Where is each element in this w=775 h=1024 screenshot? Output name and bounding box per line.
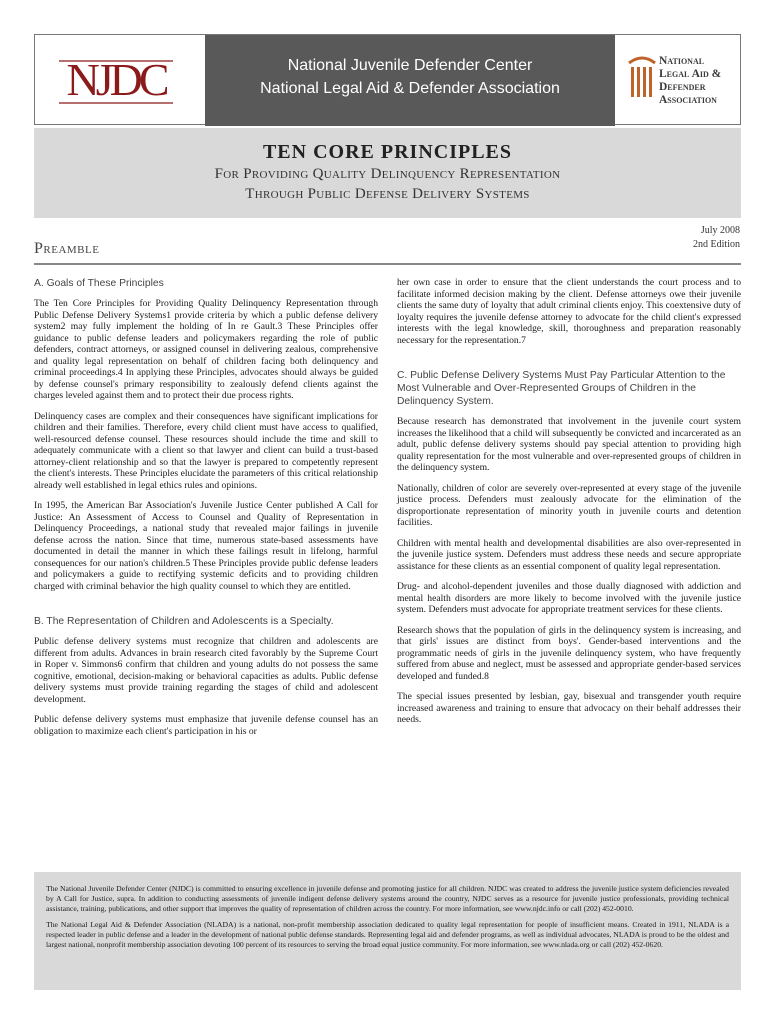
left-column <box>34 277 378 746</box>
paragraph: her own case in order to ensure that the client understands the court process and to facilitate informed decision making by the client. Defense attorneys owe their juvenile clients the same duty of loyalty that adult criminal clients enjoy. This coextensive duty of loyalty requires the juvenile defense attorney to advocate for the child client's expressed interests with the legal knowledge, skill, thoroughness and preparation reasonably necessary for the representation.7 <box>397 277 741 346</box>
heading-goals: A. Goals of These Principles <box>34 278 164 289</box>
org-name-njdc: National Juvenile Defender Center <box>287 57 533 74</box>
paragraph: Public defense delivery systems must emphasize that juvenile defense counsel has an obligation to maximize each client's participation in his or <box>34 714 378 737</box>
paragraph: In 1995, the American Bar Association's Juvenile Justice Center published A Call for Justice: An Assessment of Access to Counsel and Quality of Representation in Delinquency Proceedings, a national study that revealed major failings in juvenile defense across the nation. Since that time, numerous state-based assessments have documented in detail the manner in which these failings result in lifelong, harmful consequences for our nation's children.5 These Principles provide public defense leaders and policymakers a guide to rectifying systemic deficits and to providing children charged with criminal behavior the high quality counsel to which they are entitled. <box>34 500 378 592</box>
section-heading-preamble: Preamble <box>34 240 100 257</box>
document-subtitle-2: Through Public Defense Delivery Systems <box>245 186 530 202</box>
divider <box>34 263 741 265</box>
heading-vulnerable-groups: C. Public Defense Delivery Systems Must Pay Particular Attention to the Most Vulnerable and Over-Represented Groups of Children in the Delinquency System. <box>397 370 726 407</box>
footer-nlada-description: The National Legal Aid & Defender Association (NLADA) is a national, non-profit membership association dedicated to quality legal representation for people of insufficient means. Created in 1911, NLADA is a respected leader in public defense and a leader in the development of national public defense standards. Representing legal aid and defender programs, as well as individual advocates, NLADA is proud to be the oldest and largest national, nonprofit membership association devoting 100 percent of its resources to serving the broad equal justice community. For more information, see www.nlada.org or call (202) 452-0620. <box>46 920 729 949</box>
edition-number: 2nd Edition <box>693 239 740 250</box>
paragraph: Children with mental health and developmental disabilities are also over-represented in the juvenile justice system. Defenders must address these needs and secure appropriate assistance for these clients as an essential component of quality legal representation. <box>397 537 741 572</box>
paragraph: The special issues presented by lesbian, gay, bisexual and transgender youth require increased awareness and training to ensure that advocacy on their behalf addresses their needs. <box>397 691 741 725</box>
paragraph: Because research has demonstrated that involvement in the juvenile court system increases the likelihood that a child will subsequently be convicted and incarcerated as an adult, public defense delivery systems should pay special attention to providing high quality representation for the most vulnerable and over-represented groups of children in the delinquency system. <box>397 416 741 473</box>
footer-njdc-description: The National Juvenile Defender Center (NJDC) is committed to ensuring excellence in juvenile defense and promoting justice for all children. NJDC was created to address the juvenile justice system deficiencies revealed by A Call for Justice, supra. In addition to conducting assessments of juvenile indigent defense delivery systems around the country, NJDC serves as a resource for juvenile justice professionals, providing technical assistance, training, publications, and other support that improves the quality of representation of children across the country. For more information, see www.njdc.info or call (202) 452-0010. <box>46 884 729 913</box>
paragraph: Drug- and alcohol-dependent juveniles and those dually diagnosed with addiction and mental health disorders are more likely to become involved with the juvenile justice system. Defenders must advocate for appropriate treatment services for these clients. <box>397 581 741 615</box>
svg-text:NJDC: NJDC <box>66 54 166 105</box>
edition-date: July 2008 <box>700 225 740 236</box>
paragraph: Public defense delivery systems must recognize that children and adolescents are different from adults. Advances in brain research cited favorably by the Supreme Court in Roper v. Simmons6 confirm that children and young adults do not possess the same cognitive, emotional, decision-making or behavioral capacities as adults. Public defense delivery systems must provide training regarding the stages of child and adolescent development. <box>34 636 378 705</box>
nlada-pillar-icon <box>627 53 657 105</box>
org-name-nlada: National Legal Aid & Defender Association <box>260 80 560 97</box>
document-subtitle-1: For Providing Quality Delinquency Representation <box>214 166 561 182</box>
njdc-logo <box>51 47 181 115</box>
paragraph: The Ten Core Principles for Providing Quality Delinquency Representation through Public Defense Delivery Systems1 provide criteria by which a public defense delivery system2 may fully implement the holding of In re Gault.3 These Principles offer guidance to public defense leaders and policymakers regarding the role of public defenders, contract attorneys, or assigned counsel in delivering zealous, comprehensive and quality legal representation on behalf of children facing both delinquency and criminal proceedings.4 In applying these Principles, advocates should always be guided by defense counsel's primary responsibility to zealously defend clients against the charges leveled against them and to protect their due process rights. <box>34 298 378 401</box>
paragraph: Nationally, children of color are severely over-represented at every stage of the juvenile justice process. Defenders must zealously advocate for the elimination of the disproportionate representation of minority youth in juvenile courts and detention facilities. <box>397 482 741 528</box>
nlada-logo-text: National Legal Aid & Defender Association <box>659 55 722 106</box>
edition-info <box>693 224 740 252</box>
right-column <box>397 277 741 735</box>
paragraph: Delinquency cases are complex and their consequences have significant implications for children and their families. Therefore, every child client must have access to qualified, well-resourced defense counsel. These resources should include the time and skill to adequately communicate with a client so that lawyer and client can build a trust-based attorney-client relationship and so that the lawyer is prepared to competently represent the client's interests. These Principles elucidate the parameters of this critical relationship already well established in legal ethics rules and opinions. <box>34 410 378 491</box>
document-title: TEN CORE PRINCIPLES <box>262 141 513 163</box>
header-banner <box>34 34 741 125</box>
paragraph: Research shows that the population of girls in the delinquency system is increasing, and that girls' issues are distinct from boys'. Gender-based interventions and the programmatic needs of girls in the juvenile delinquency system, who have frequently suffered from abuse and neglect, must be assessed and appropriate gender-based services developed and funded.8 <box>397 624 741 682</box>
title-band <box>34 128 741 218</box>
footer-info-box <box>34 872 741 990</box>
heading-specialty: B. The Representation of Children and Adolescents is a Specialty. <box>34 616 334 627</box>
